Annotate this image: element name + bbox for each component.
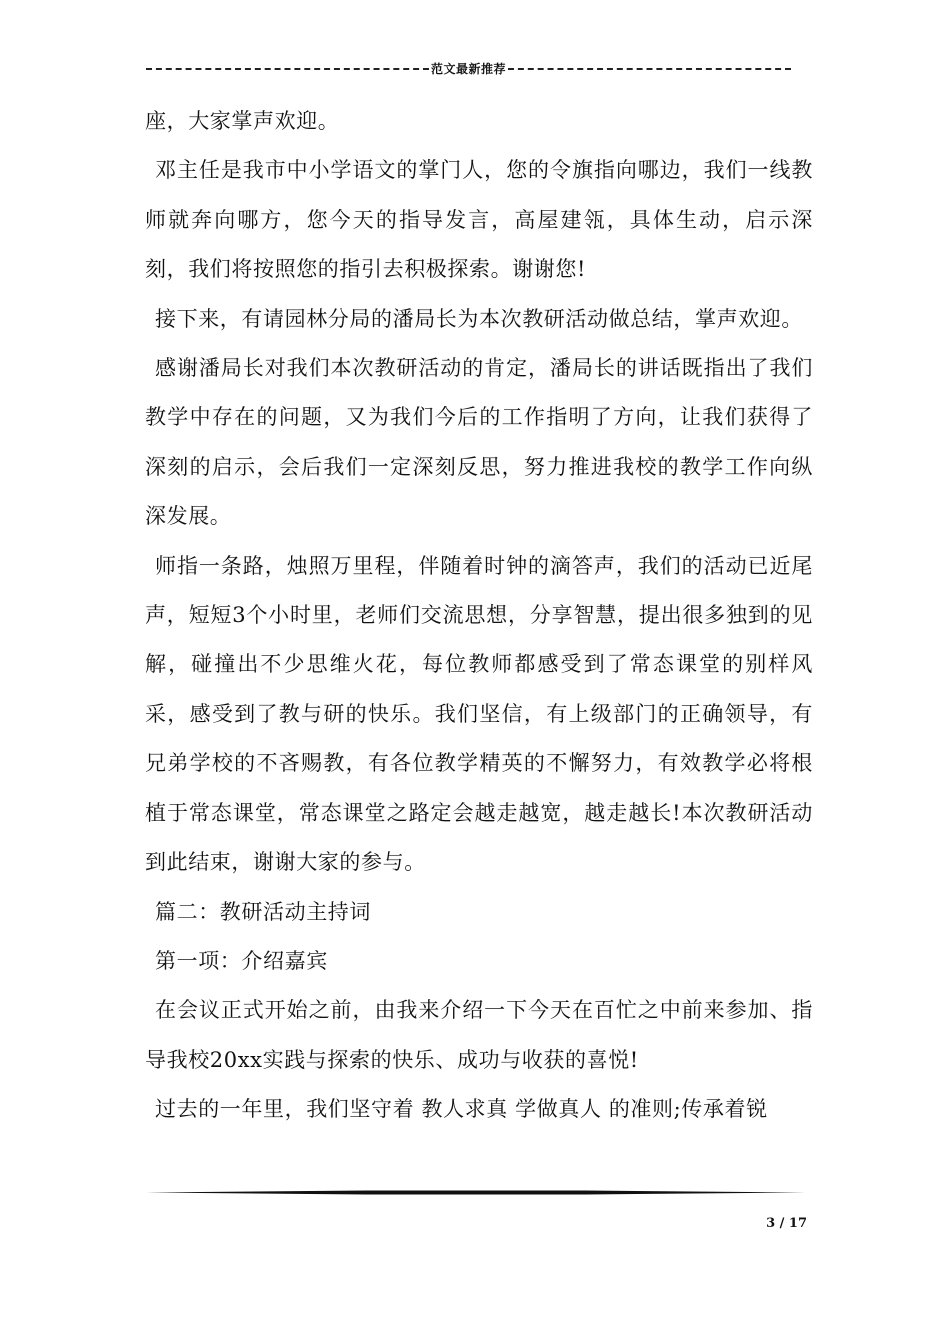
paragraph-invite-bureau-chief: 接下来，有请园林分局的潘局长为本次教研活动做总结，掌声欢迎。 bbox=[155, 306, 803, 331]
item-heading: 第一项：介绍嘉宾 bbox=[155, 948, 328, 973]
paragraph-thanks-director: 邓主任是我市中小学语文的掌门人，您的令旗指向哪边，我们一线教师就奔向哪方，您今天的指导发言，高屋建瓴，具体生动，启示深刻，我们将按照您的指引去积极探索。谢谢您! bbox=[145, 158, 813, 282]
paragraph-closing: 师指一条路，烛照万里程，伴随着时钟的滴答声，我们的活动已近尾声，短短3个小时里，老师们交流思想，分享智慧，提出很多独到的见解，碰撞出不少思维火花，每位教师都感受到了常态课堂的别样风采，感受到了教与研的快乐。我们坚信，有上级部门的正确领导，有兄弟学校的不吝赐教，有各位教学精英的不懈努力，有效教学必将根植于常态课堂，常态课堂之路定会越走越宽，越走越长!本次教研活动到此结束，谢谢大家的参与。 bbox=[145, 553, 813, 875]
paragraph-past-year: 过去的一年里，我们坚守着 教人求真 学做真人 的准则;传承着锐 bbox=[155, 1097, 768, 1122]
paragraph-continuation: 座，大家掌声欢迎。 bbox=[145, 109, 340, 133]
header-dash-right bbox=[508, 68, 791, 70]
page-number: 3 / 17 bbox=[766, 1216, 807, 1231]
document-body bbox=[145, 97, 813, 1135]
page-header bbox=[146, 58, 791, 78]
section-heading: 篇二：教研活动主持词 bbox=[155, 899, 371, 924]
header-dash-left bbox=[146, 68, 429, 70]
footer-rule bbox=[146, 1190, 806, 1195]
paragraph-introduce-guests: 在会议正式开始之前，由我来介绍一下今天在百忙之中前来参加、指导我校20xx实践与探索的快乐、成功与收获的喜悦! bbox=[145, 998, 813, 1072]
paragraph-thanks-bureau-chief: 感谢潘局长对我们本次教研活动的肯定，潘局长的讲话既指出了我们教学中存在的问题，又为我们今后的工作指明了方向，让我们获得了深刻的启示，会后我们一定深刻反思，努力推进我校的教学工作向纵深发展。 bbox=[145, 356, 813, 529]
header-title: 范文最新推荐 bbox=[431, 61, 507, 76]
footer-rule-line bbox=[146, 1190, 806, 1195]
